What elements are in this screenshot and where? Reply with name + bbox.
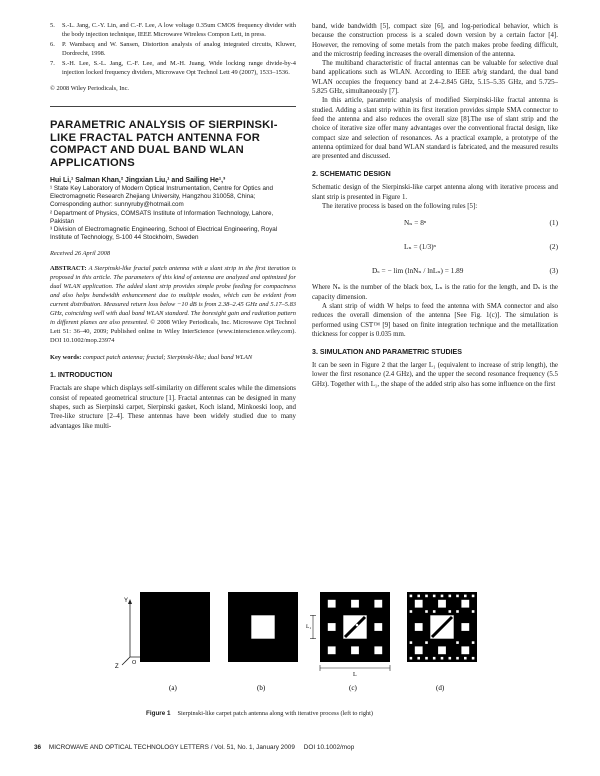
figure-panel-b bbox=[228, 592, 298, 692]
keywords-text: compact patch antenna; fractal; Sierpinski-like; dual band WLAN bbox=[83, 353, 253, 361]
center-cutout bbox=[251, 615, 274, 638]
introduction-paragraph: Fractals are shape which displays self-similarity on different scales while the dimensions consist of repeated geometrical structure [1]. Fractal antennas can be designed in many shapes, such as Sierpinski carpet, Sierpinski gasket, Koch island, Minkoeski loop, and Tree-like structure [2–4]. These antennas have been widely studied due to many advantages like multi- bbox=[50, 385, 296, 430]
reference-number: 7. bbox=[50, 59, 55, 67]
page-number: 36 bbox=[34, 744, 42, 751]
caption-label: Figure 1 bbox=[146, 710, 171, 717]
reference-number: 6. bbox=[50, 40, 55, 48]
body-paragraph: It can be seen in Figure 2 that the larger L₁ (equivalent to increase of strip length), the lower the first resonance (2.4 GHz), and the upper the second resonance frequency (5.5 GHz). Together with L₁, the shape of the added strip also has some influence on the first bbox=[312, 362, 558, 388]
affiliation-2: ² Department of Physics, COMSATS Institute of Information Technology, Lahore, Pakistan bbox=[50, 209, 274, 225]
y-arrowhead bbox=[128, 599, 132, 604]
body-paragraph: A slant strip of width W helps to feed the antenna with SMA connector and also reduces the overall dimension of the antenna [See Fig. 1(c)]. The simulation is performed using CST™ [9] based on finite integration technique and the metallization thickness for copper is 0.035 mm. bbox=[312, 302, 558, 338]
figure-caption bbox=[146, 710, 373, 717]
equation-number: (1) bbox=[549, 218, 558, 228]
equation-1 bbox=[312, 211, 558, 235]
equation-body: Dₛ = − lim (lnNₙ / lnLₙ) = 1.89 bbox=[372, 266, 464, 276]
abstract-body: A Sierpinski-like fractal patch antenna with a slant strip in the first iteration is proposed in this article. The parameters of this kind of antenna are analyzed and optimized for dual WLAN application. The added slant strip provides simple probe feeding for compactness and also helps bandwidth enhancement due to multiple modes, which can be evident from current distribution. Measured return loss below −10 dB is from 2.38–2.45 GHz and 5.17–5.83 GHz, coinciding well with dual band WLAN standard. The boresight gain and radiation pattern in different planes are also presented. bbox=[50, 265, 296, 326]
reference-item bbox=[50, 41, 296, 59]
equation-2 bbox=[312, 235, 558, 259]
article-title: PARAMETRIC ANALYSIS OF SIERPINSKI-LIKE FRACTAL PATCH ANTENNA FOR COMPACT AND DUAL BAND WLAN APPLICATIONS bbox=[50, 119, 278, 169]
reference-item bbox=[50, 22, 296, 40]
dim-label-w: W bbox=[361, 610, 366, 616]
journal-citation: MICROWAVE AND OPTICAL TECHNOLOGY LETTERS / Vol. 51, No. 1, January 2009 bbox=[48, 744, 295, 751]
section-heading-schematic: 2. SCHEMATIC DESIGN bbox=[312, 170, 391, 179]
body-paragraph: The multiband characteristic of fractal antennas can be valuable for selective dual band applications such as WLAN. According to IEEE a/b/g standard, the dual band WLAN occupies the frequency band at 2.4–2.845 GHz, 5.15–5.35 GHz, and 5.725–5.825 GHz, simultaneously [7]. bbox=[312, 60, 558, 96]
caption-text: Sierpinski-like carpet patch antenna along with iterative process (left to right) bbox=[177, 710, 373, 717]
section-heading-simulation: 3. SIMULATION AND PARAMETRIC STUDIES bbox=[312, 348, 463, 357]
equation-body: Lₙ = (1/3)ⁿ bbox=[404, 242, 436, 252]
equation-3 bbox=[312, 259, 558, 283]
copyright-notice: © 2008 Wiley Periodicals, Inc. bbox=[50, 85, 130, 93]
footer-doi: DOI 10.1002/mop bbox=[303, 744, 355, 751]
dim-label-l1: L₁ bbox=[306, 624, 312, 630]
figure-panel-a bbox=[115, 592, 210, 692]
reference-text: S.-L. Jang, C.-Y. Lin, and C.-F. Lee, A low voltage 0.35um CMOS frequency divider with the body injection technique, IEEE Microwave Wireless Compon Lett, in press. bbox=[62, 22, 296, 38]
equation-number: (2) bbox=[549, 242, 558, 252]
origin-label: O bbox=[132, 660, 137, 666]
figure-1 bbox=[110, 562, 490, 702]
body-paragraph: The iterative process is based on the following rules [5]: bbox=[322, 203, 478, 211]
z-axis-label: Z bbox=[115, 664, 119, 670]
keywords bbox=[50, 354, 296, 363]
reference-number: 5. bbox=[50, 22, 55, 29]
panel-label-b: (b) bbox=[257, 684, 266, 692]
section-heading-introduction: 1. INTRODUCTION bbox=[50, 371, 113, 380]
abstract-citation: © 2008 Wiley Periodicals, Inc. Microwave Opt Technol Lett 51: 36–40, 2009; Published online in Wiley InterScience (www.interscience.wiley.com). DOI 10.1002/mop.23974 bbox=[50, 318, 296, 344]
panel-label-d: (d) bbox=[436, 684, 445, 692]
equation-number: (3) bbox=[549, 266, 558, 276]
reference-item bbox=[50, 60, 296, 78]
left-column bbox=[50, 22, 296, 431]
author-list: Hui Li,¹ Salman Khan,² Jingxian Liu,¹ and Sailing He¹,³ bbox=[50, 176, 226, 184]
body-paragraph: Schematic design of the Sierpinski-like carpet antenna along with iterative process and slant strip is presented in Figure 1. bbox=[312, 184, 558, 201]
solid-patch bbox=[140, 592, 210, 662]
panel-label-c: (c) bbox=[349, 684, 357, 692]
article-divider bbox=[50, 106, 296, 107]
received-date: Received 26 April 2008 bbox=[50, 250, 111, 258]
body-paragraph: Where Nₙ is the number of the black box, Lₙ is the ratio for the length, and Dₛ is the capacity dimension. bbox=[312, 284, 558, 301]
figure-panel-d bbox=[407, 592, 477, 692]
body-paragraph: band, wide bandwidth [5], compact size [6], and log-periodical behavior, which is because the construction process is a scaled down version by a certain factor [4]. However, the removing of some metals from the patch makes probe feeding difficult, and the microstrip feeding increases the overall dimension of the antenna. bbox=[312, 23, 558, 58]
equation-body: Nₙ = 8ⁿ bbox=[404, 218, 427, 228]
page-footer bbox=[34, 744, 354, 751]
keywords-label: Key words: bbox=[50, 353, 82, 361]
reference-text: S.-H. Lee, S.-L. Jang, C.-F. Lee, and M.-H. Juang, Wide locking range divide-by-4 injection locked frequency dividers, Microwave Opt Technol Lett 49 (2007), 1533–1536. bbox=[62, 59, 296, 76]
figure-panel-c bbox=[306, 592, 390, 692]
abstract-label: ABSTRACT: bbox=[50, 265, 87, 273]
feed-point-icon bbox=[356, 624, 359, 627]
abstract bbox=[50, 265, 296, 345]
y-axis-label: Y bbox=[124, 598, 129, 604]
right-column bbox=[312, 22, 558, 389]
dim-label-l: L bbox=[353, 672, 357, 678]
panel-label-a: (a) bbox=[169, 684, 177, 692]
reference-text: P. Wambacq and W. Sansen, Distortion analysis of analog integrated circuits, Kluwer, Dordrecht, 1998. bbox=[62, 40, 296, 57]
z-axis-arrow bbox=[122, 657, 130, 665]
affiliation-3: ³ Division of Electromagnetic Engineering, School of Electrical Engineering, Royal Institute of Technology, S-100 44 Stockholm, Sweden bbox=[50, 225, 278, 242]
body-paragraph: In this article, parametric analysis of modified Sierpinski-like fractal antenna is studied. Adding a slant strip within its first iteration provides simple SMA connector to feed the antenna and also reduces the overall size [8].The use of slant strip and the choice of iterative size offer many advantages over the conventional fractal design, like compact size and selection of resonances. As a practical example, a prototype of the antenna optimized for dual band WLAN standard is fabricated, and the measured results are presented and discussed. bbox=[312, 97, 558, 161]
affiliation-1: ¹ State Key Laboratory of Modern Optical Instrumentation, Centre for Optics and Electromagnetic Research Zhejiang University, Hangzhou 310058, China; Corresponding author: sunnyruby@hotmail.com bbox=[50, 184, 273, 209]
